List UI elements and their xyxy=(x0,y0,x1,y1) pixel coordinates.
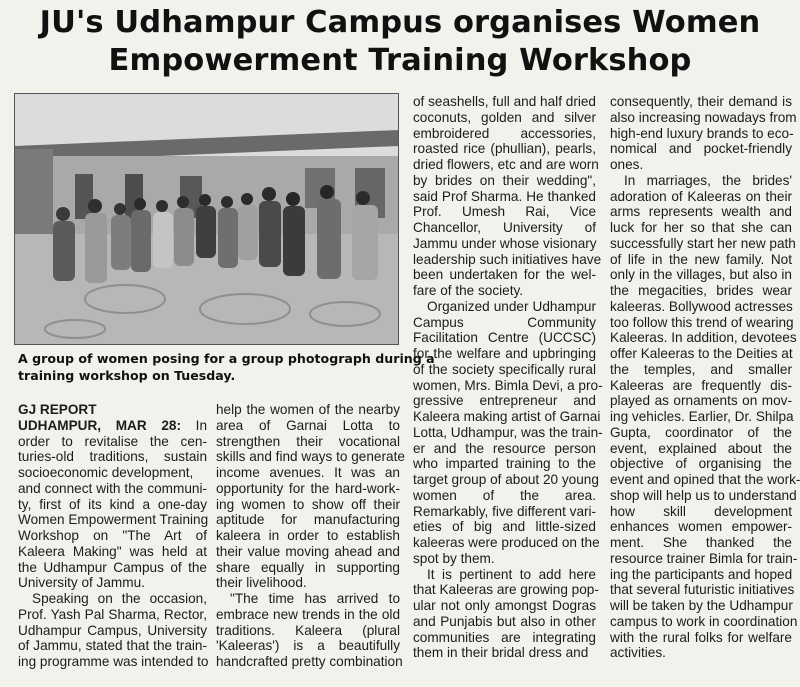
article-line: with the rural folks for welfare xyxy=(610,629,792,645)
article-line: by brides on their wedding", xyxy=(413,172,596,188)
article-line: who imparted training to the xyxy=(413,456,596,472)
article-line: In marriages, the brides' xyxy=(624,172,792,188)
article-line: said Prof Sharma. He thanked xyxy=(413,188,596,204)
article-column-3 xyxy=(413,94,603,661)
article-line: and Punjabis but also in other xyxy=(413,613,596,629)
article-line: handcrafted pretty combination xyxy=(216,654,403,669)
article-line: of seashells, full and half dried xyxy=(413,94,596,109)
article-line: area of Garnai Lotta to xyxy=(216,417,400,433)
article-line: women, Mrs. Bimla Devi, a pro- xyxy=(413,377,603,393)
article-column-1 xyxy=(18,402,207,670)
group-photo-icon xyxy=(15,94,398,344)
article-line: how skill development xyxy=(610,503,792,519)
article-line: dried flowers, etc and are worn xyxy=(413,157,599,172)
headline-line-2: Empowerment Training Workshop xyxy=(108,43,692,78)
article-line: will be taken by the Udhampur xyxy=(610,598,793,613)
article-line: luck for her so that she can xyxy=(610,220,792,235)
article-line: ones. xyxy=(610,157,644,172)
article-line: activities. xyxy=(610,645,666,661)
article-line: only in the villages, but also in xyxy=(610,267,792,283)
article-line: event, explained about the xyxy=(610,440,792,456)
article-line: Gupta, coordinator of the xyxy=(610,424,792,440)
article-line: and connect with the communi- xyxy=(18,480,207,496)
article-line: help the women of the nearby xyxy=(216,402,400,417)
article-line: the temples, and smaller xyxy=(610,361,792,377)
article-line: of life in the new family. Not xyxy=(610,251,792,267)
article-line: enhances women empower- xyxy=(610,519,792,535)
article-line: ing programme was intended to xyxy=(18,654,209,669)
article-line: Remarkably, five different vari- xyxy=(413,503,597,519)
article-line: Prof. Umesh Rai, Vice xyxy=(413,204,596,220)
article-line: Prof. Yash Pal Sharma, Rector, xyxy=(18,606,207,622)
caption-line: training workshop on Tuesday. xyxy=(18,368,236,383)
article-line: Lotta, Udhampur, was the train- xyxy=(413,424,603,440)
article-line: played as ornaments on mov- xyxy=(610,393,792,409)
article-line: objective of organising the xyxy=(610,456,792,472)
article-line: of Jammu, stated that the train- xyxy=(18,638,207,654)
article-line: kaleeras. Bollywood actresses xyxy=(610,298,793,314)
article-line: shop will help us to understand xyxy=(610,487,797,503)
article-line: University of Jammu. xyxy=(18,575,145,591)
article-line: Organized under Udhampur xyxy=(427,298,596,314)
article-line: Chancellor, University of xyxy=(413,220,596,235)
byline-source: GJ REPORT xyxy=(18,402,97,417)
article-line: opportunity for the hard-work- xyxy=(216,480,400,496)
article-column-4 xyxy=(610,94,800,661)
article-line: Workshop on "The Art of xyxy=(18,528,207,543)
article-line: the megacities, brides wear xyxy=(610,283,792,298)
article-line: the Udhampur Campus of the xyxy=(18,559,207,575)
article-line: kaleeras were produced on the xyxy=(413,535,600,550)
article-line: er and the resource person xyxy=(413,440,596,456)
article-line: Campus Community xyxy=(413,314,596,330)
article-line: ing vehicles. Earlier, Dr. Shilpa xyxy=(610,409,794,424)
article-line: communities are integrating xyxy=(413,629,596,645)
article-line: embrace new trends in the old xyxy=(216,606,400,622)
article-line: ty, first of its kind a one-day xyxy=(18,496,207,512)
article-line: target group of about 20 young xyxy=(413,472,599,487)
article-line: that several futuristic initiatives xyxy=(610,582,795,598)
article-line: too follow this trend of wearing xyxy=(610,314,794,330)
article-line: for the welfare and upbringing xyxy=(413,346,596,361)
article-line: ment. She thanked the xyxy=(610,535,792,550)
article-line: Kaleera Making" was held at xyxy=(18,543,207,559)
caption-line: A group of women posing for a group photograph during a xyxy=(18,351,435,366)
article-line: embroidered accessories, xyxy=(413,125,596,141)
article-line: resource trainer Bimla for train- xyxy=(610,550,798,566)
photo-caption xyxy=(18,350,435,384)
article-line: that Kaleeras are growing pop- xyxy=(413,582,599,598)
article-line: offer Kaleeras to the Deities at xyxy=(610,346,793,361)
headline-line-1: JU's Udhampur Campus organises Women xyxy=(39,5,761,40)
article-line: event and opined that the work- xyxy=(610,472,800,487)
article-line: turies-old traditions, sustain xyxy=(18,449,207,465)
article-line: traditions. Kaleera (plural xyxy=(216,622,400,638)
article-line: coconuts, golden and silver xyxy=(413,109,596,125)
article-line: Facilitation Centre (UCCSC) xyxy=(413,330,596,346)
article-line-text: In xyxy=(195,417,208,433)
article-line: Udhampur Campus, University xyxy=(18,622,207,638)
article-line: their value moving ahead and xyxy=(216,543,400,559)
article-line: income avenues. It was an xyxy=(216,465,400,480)
article-line: successfully start her new path xyxy=(610,235,796,251)
article-line: fare of the society. xyxy=(413,283,524,298)
article-line: also increasing nowadays from xyxy=(610,109,797,125)
article-line: been undertaken for the wel- xyxy=(413,267,596,283)
article-line: nomical and pocket-friendly xyxy=(610,141,792,157)
article-line: share equally in supporting xyxy=(216,559,400,575)
article-line: ing women to show off their xyxy=(216,496,400,512)
article-column-2 xyxy=(216,402,405,670)
article-line: consequently, their demand is xyxy=(610,94,792,109)
article-line: Jammu under whose visionary xyxy=(413,235,597,251)
article-line: women of the area. xyxy=(413,487,596,503)
article-line: Kaleeras. In addition, devotees xyxy=(610,330,797,346)
article-line: Kaleera making artist of Garnai xyxy=(413,409,601,424)
article-line: leadership such initiatives have xyxy=(413,251,602,267)
article-line: 'Kaleeras') is a beautifully xyxy=(216,638,400,654)
article-line: Speaking on the occasion, xyxy=(32,591,207,606)
article-line: eties of big and little-sized xyxy=(413,519,596,535)
article-line: high-end luxury brands to eco- xyxy=(610,125,794,141)
headline xyxy=(0,4,800,80)
article-line: It is pertinent to add here xyxy=(427,566,596,582)
article-line: strengthen their vocational xyxy=(216,433,400,449)
article-line: Women Empowerment Training xyxy=(18,512,209,528)
article-line xyxy=(18,418,207,434)
article-line: aptitude for manufacturing xyxy=(216,512,400,528)
article-line: of the society specifically rural xyxy=(413,361,596,377)
dateline: UDHAMPUR, MAR 28: xyxy=(18,417,181,433)
article-line: skills and find ways to generate xyxy=(216,449,405,465)
article-line: campus to work in coordination xyxy=(610,613,798,629)
article-line: ing the participants and hoped xyxy=(610,566,793,582)
article-line: adoration of Kaleeras on their xyxy=(610,188,792,204)
article-line: roasted rice (phullian), pearls, xyxy=(413,141,596,157)
article-line: Kaleeras are frequently dis- xyxy=(610,377,792,393)
group-photo xyxy=(14,93,399,345)
article-line: them in their bridal dress and xyxy=(413,645,589,661)
article-line: gressive entrepreneur and xyxy=(413,393,596,409)
article-line: their livelihood. xyxy=(216,575,307,591)
article-line: order to revitalise the cen- xyxy=(18,433,207,449)
article-line: arms represents wealth and xyxy=(610,204,792,220)
article-line: ular not only amongst Dogras xyxy=(413,598,596,613)
article-line: kaleera in order to establish xyxy=(216,528,400,543)
article-line: "The time has arrived to xyxy=(230,591,400,606)
article-line: spot by them. xyxy=(413,550,495,566)
article-line: socioeconomic development, xyxy=(18,465,194,480)
